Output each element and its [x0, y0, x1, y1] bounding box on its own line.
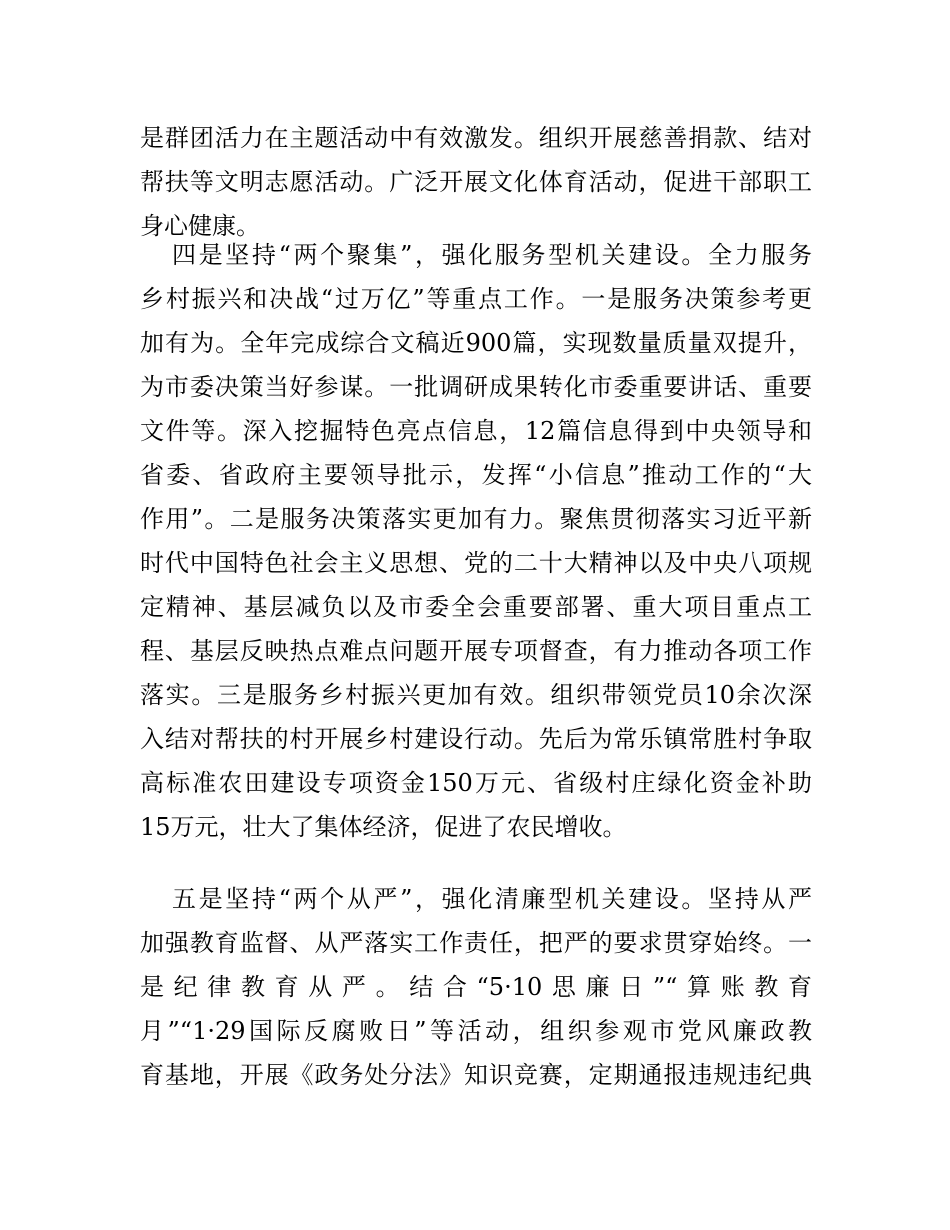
- text-line: 加强教育监督、从严落实工作责任，把严的要求贯穿始终。一: [140, 929, 812, 957]
- text-line: 定精神、基层减负以及市委全会重要部署、重大项目重点工: [140, 593, 812, 621]
- text-line: 高标准农田建设专项资金150万元、省级村庄绿化资金补助: [140, 769, 812, 797]
- text-line: 是群团活力在主题活动中有效激发。组织开展慈善捐款、结对: [140, 124, 812, 152]
- text-line: 四是坚持“两个聚集”，强化服务型机关建设。全力服务: [172, 241, 812, 269]
- text-line: 时代中国特色社会主义思想、党的二十大精神以及中央八项规: [140, 549, 812, 577]
- text-line: 文件等。深入挖掘特色亮点信息，12篇信息得到中央领导和: [140, 417, 812, 445]
- text-line: 作用”。二是服务决策落实更加有力。聚焦贯彻落实习近平新: [140, 505, 812, 533]
- text-line: 程、基层反映热点难点问题开展专项督查，有力推动各项工作: [140, 637, 812, 665]
- text-line: 育基地，开展《政务处分法》知识竞赛，定期通报违规违纪典: [140, 1061, 812, 1089]
- text-line: 15万元，壮大了集体经济，促进了农民增收。: [140, 813, 627, 841]
- text-line: 月”“1·29国际反腐败日”等活动，组织参观市党风廉政教: [140, 1017, 812, 1045]
- text-line: 落实。三是服务乡村振兴更加有效。组织带领党员10余次深: [140, 681, 812, 709]
- text-line: 是纪律教育从严。结合“5·10思廉日”“算账教育: [140, 973, 812, 1001]
- text-line: 身心健康。: [140, 212, 260, 240]
- text-line: 帮扶等文明志愿活动。广泛开展文化体育活动，促进干部职工: [140, 168, 812, 196]
- text-line: 五是坚持“两个从严”，强化清廉型机关建设。坚持从严: [172, 885, 812, 913]
- text-line: 入结对帮扶的村开展乡村建设行动。先后为常乐镇常胜村争取: [140, 725, 812, 753]
- text-line: 省委、省政府主要领导批示，发挥“小信息”推动工作的“大: [140, 461, 812, 489]
- paragraph-clean-organ: [140, 877, 812, 1097]
- text-line: 加有为。全年完成综合文稿近900篇，实现数量质量双提升，: [140, 329, 812, 357]
- paragraph-service-organ: [140, 233, 812, 849]
- text-line: 为市委决策当好参谋。一批调研成果转化市委重要讲话、重要: [140, 373, 812, 401]
- paragraph-continuation: [140, 116, 812, 248]
- text-line: 乡村振兴和决战“过万亿”等重点工作。一是服务决策参考更: [140, 285, 812, 313]
